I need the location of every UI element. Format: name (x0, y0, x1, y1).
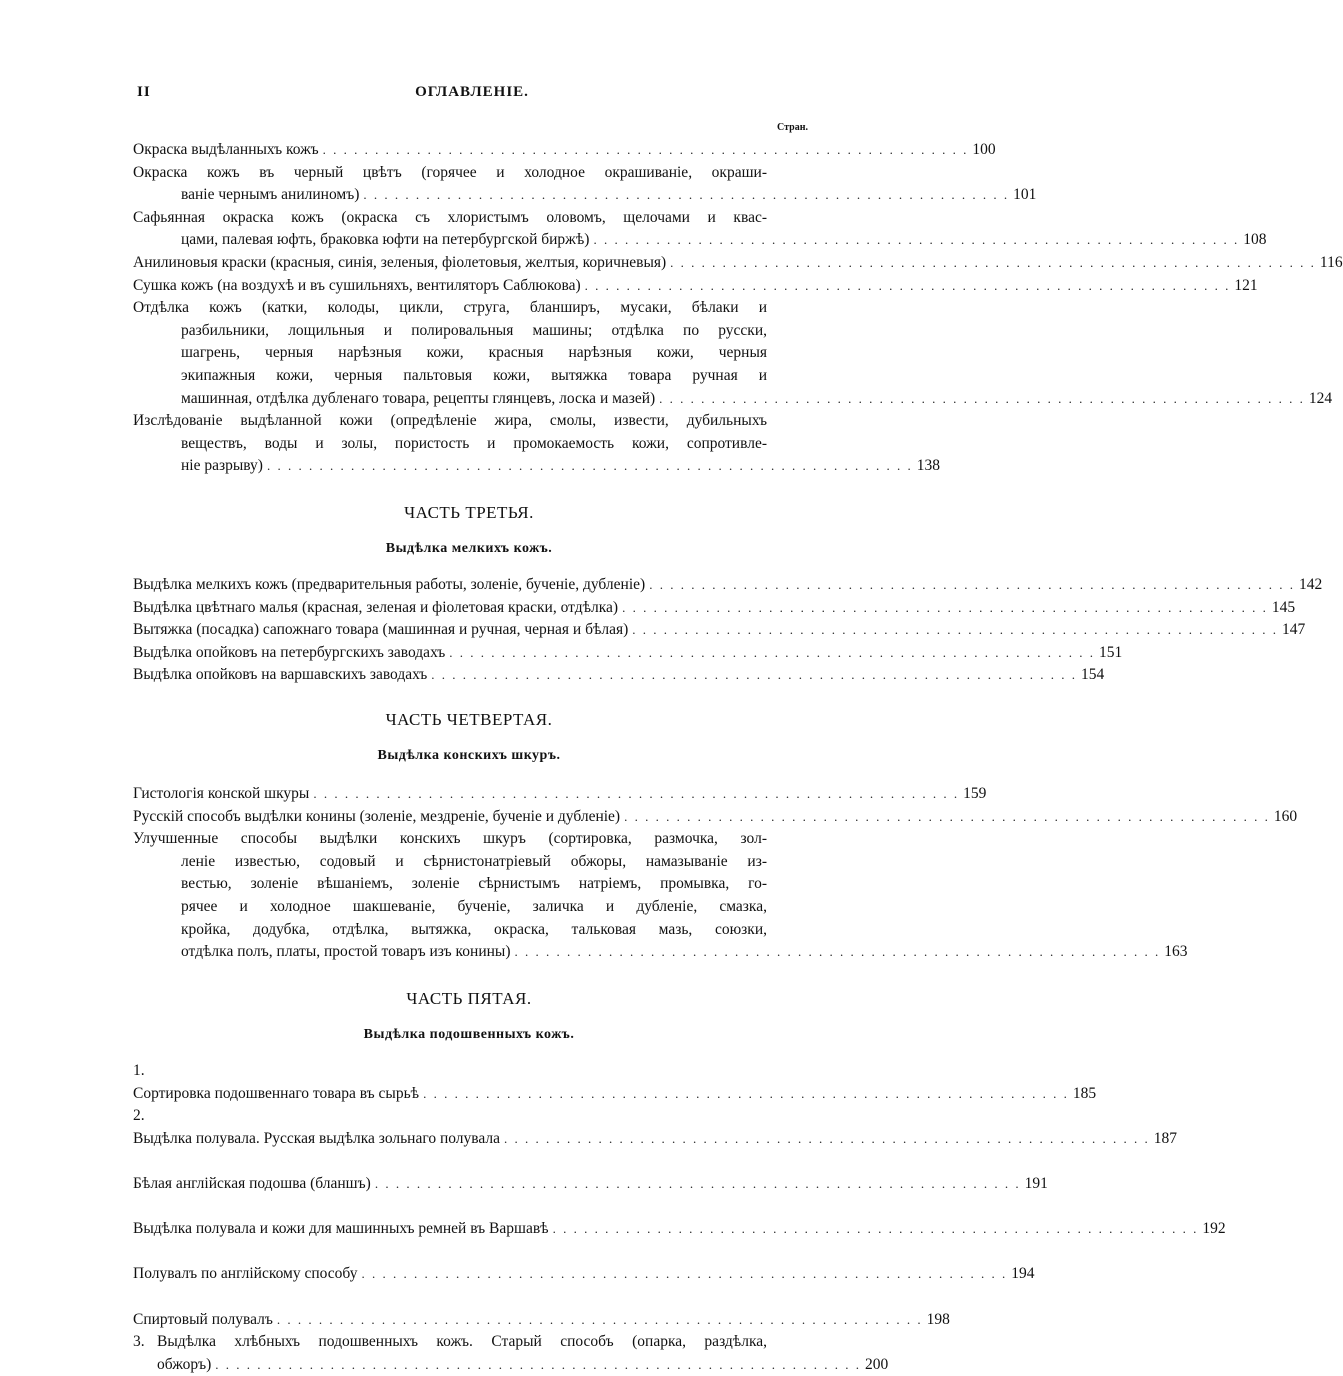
part-heading: ЧАСТЬ ПЯТАЯ. (406, 989, 532, 1008)
toc-entry-text: экипажныя кожи, черныя пальтовыя кожи, вытяжка товара ручная и (181, 366, 767, 384)
toc-entry-text: леніе известью, содовый и сѣрнистонатріевый обжоры, намазываніе из- (181, 852, 767, 870)
toc-entry-text: Бѣлая англійская подошва (бланшъ) (133, 1174, 371, 1192)
toc-entry-text: Выдѣлка опойковъ на петербургскихъ заводахъ (133, 643, 446, 661)
part-subheading: Выдѣлка конскихъ шкуръ. (377, 748, 561, 763)
running-head (137, 84, 807, 106)
toc-entry-text: цами, палевая юфть, браковка юфти на петербургской биржѣ) (181, 231, 590, 249)
toc-entry-number: 2. (133, 1107, 145, 1125)
toc-entry-text: Окраска кожъ въ черный цвѣтъ (горячее и холодное окрашиваніе, окраши- (133, 163, 767, 181)
toc-entry (133, 207, 1267, 252)
toc-entry (133, 1241, 1035, 1286)
toc-entry-text: Улучшенные способы выдѣлки конскихъ шкуръ (сортировка, размочка, зол- (133, 830, 767, 848)
leader-dots (670, 255, 1316, 270)
toc-entry-text: Выдѣлка полувала. Русская выдѣлка зольнаго полувала (133, 1129, 501, 1147)
leader-dots (423, 1086, 1069, 1101)
leader-dots (659, 391, 1305, 406)
toc-entry-number: 3. (133, 1333, 145, 1351)
toc-entry-text: Выдѣлка мелкихъ кожъ (предварительныя работы, золеніе, бученіе, дубленіе) (133, 576, 646, 593)
toc-entry (133, 1331, 889, 1376)
toc-entry-page: 187 (1153, 1129, 1178, 1147)
part-subheading: Выдѣлка мелкихъ кожъ. (385, 541, 553, 556)
toc-entry-text: Сушка кожъ (на воздухѣ и въ сушильняхъ, вентиляторъ Саблюкова) (133, 276, 581, 294)
toc-entry (133, 642, 1123, 665)
toc-entry-text: разбильники, лощильныя и полировальныя машины; отдѣлка по русски, (181, 321, 767, 339)
toc-entry-page: 145 (1271, 598, 1296, 616)
toc-entry-text: Анилиновыя краски (красныя, синія, зеленыя, фіолетовыя, желтыя, коричневыя) (133, 253, 667, 271)
leader-dots (624, 809, 1270, 824)
toc-entry-text: рячее и холодное шакшеваніе, бученіе, заличка и дубленіе, смазка, (181, 897, 767, 915)
toc-entry-text: обжоръ) (157, 1355, 212, 1373)
toc-entry-page: 163 (1164, 943, 1188, 961)
toc-entry-text: Спиртовый полувалъ (133, 1310, 273, 1328)
leader-dots (553, 1221, 1199, 1236)
page-column-label: Стран. (777, 122, 808, 133)
toc-entry-page: 116 (1319, 253, 1343, 271)
toc-part-5 (133, 1060, 1226, 1376)
toc-entry-page: 142 (1298, 576, 1323, 593)
part-heading: ЧАСТЬ ЧЕТВЕРТАЯ. (385, 710, 553, 729)
toc-entry (133, 783, 987, 806)
toc-entry-page: 100 (972, 141, 996, 158)
toc-entry-text: Изслѣдованіе выдѣланной кожи (опредѣленіе жира, смолы, извести, дубильныхъ (133, 412, 767, 430)
toc-entry-text: ваніе чернымъ анилиномъ) (181, 186, 360, 204)
toc-entry-text: Русскій способъ выдѣлки конины (золеніе, мездреніе, бученіе и дубленіе) (133, 807, 621, 825)
part-subheading: Выдѣлка подошвенныхъ кожъ. (363, 1027, 575, 1042)
toc-entry-text: Сафьянная окраска кожъ (окраска съ хлористымъ оловомъ, щелочами и квас- (133, 208, 767, 226)
leader-dots (323, 142, 969, 157)
leader-dots (585, 278, 1231, 293)
page-number: II (137, 84, 151, 100)
toc-entry-page: 101 (1013, 186, 1037, 204)
toc-entry-page: 200 (865, 1355, 889, 1373)
toc-entry-text: Отдѣлка кожъ (катки, колоды, цикли, струга, бланширъ, мусаки, бѣлаки и (133, 299, 767, 317)
leader-dots (622, 600, 1268, 615)
leader-dots (449, 645, 1095, 660)
toc-entry-text: Выдѣлка хлѣбныхъ подошвенныхъ кожъ. Старый способъ (опарка, раздѣлка, (157, 1333, 767, 1351)
toc-entry-page: 194 (1011, 1265, 1035, 1283)
toc-entry (133, 252, 1343, 275)
toc-entry (133, 828, 1188, 964)
toc-entry-text: шагрень, черныя нарѣзныя кожи, красныя нарѣзныя кожи, черныя (181, 344, 767, 362)
leader-dots (313, 786, 959, 801)
toc-entry-page: 124 (1308, 389, 1333, 407)
toc-entry-text: кройка, додубка, отдѣлка, вытяжка, окраска, тальковая мазь, союзки, (181, 920, 767, 938)
toc-entry-page: 185 (1072, 1084, 1097, 1102)
leader-dots (361, 1266, 1007, 1281)
toc-entry-page: 159 (963, 785, 987, 802)
toc-entry (133, 1105, 1178, 1150)
toc-entry (133, 664, 1105, 687)
toc-entry-text: вестью, золеніе вѣшаніемъ, золеніе сѣрнистымъ натріемъ, промывка, го- (181, 875, 767, 893)
toc-section-a (133, 139, 1343, 478)
leader-dots (363, 187, 1009, 202)
toc-entry (133, 297, 1333, 410)
toc-part-3 (133, 574, 1323, 687)
leader-dots (431, 667, 1077, 682)
leader-dots (515, 944, 1161, 959)
leader-dots (632, 622, 1278, 637)
toc-entry-page: 191 (1024, 1174, 1048, 1192)
toc-entry-text: веществъ, воды и золы, пористость и промокаемость кожи, сопротивле- (181, 434, 767, 452)
toc-entry-text: Выдѣлка цвѣтнаго малья (красная, зеленая и фіолетовая краски, отдѣлка) (133, 598, 619, 616)
toc-entry-text: Окраска выдѣланныхъ кожъ (133, 141, 319, 158)
toc-entry-text: Вытяжка (посадка) сапожнаго товара (машинная и ручная, черная и бѣлая) (133, 621, 629, 639)
leader-dots (267, 458, 913, 473)
leader-dots (649, 577, 1295, 592)
leader-dots (375, 1176, 1021, 1191)
toc-entry-page: 138 (916, 457, 940, 475)
toc-entry (133, 1150, 1048, 1195)
toc-entry (133, 275, 1258, 298)
leader-dots (593, 232, 1239, 247)
toc-entry-page: 192 (1202, 1220, 1226, 1238)
toc-entry-text: ніе разрыву) (181, 457, 263, 475)
toc-entry (133, 410, 940, 478)
toc-entry-text: Сортировка подошвеннаго товара въ сырьѣ (133, 1084, 420, 1102)
leader-dots (215, 1357, 861, 1372)
toc-entry-text: отдѣлка полъ, платы, простой товаръ изъ конины) (181, 943, 511, 961)
toc-entry-text: Полувалъ по англійскому способу (133, 1265, 358, 1283)
toc-entry-page: 151 (1099, 643, 1123, 661)
toc-entry-text: Выдѣлка опойковъ на варшавскихъ заводахъ (133, 666, 428, 684)
toc-entry-text: машинная, отдѣлка дубленаго товара, рецепты глянцевъ, лоска и мазей) (181, 389, 656, 407)
toc-entry (133, 1196, 1226, 1241)
toc-entry (133, 162, 1037, 207)
toc-entry (133, 1286, 950, 1331)
toc-entry (133, 139, 996, 162)
toc-entry-page: 154 (1081, 666, 1105, 684)
toc-entry (133, 806, 1298, 829)
page-title: ОГЛАВЛЕНІЕ. (415, 84, 529, 100)
toc-entry (133, 574, 1323, 597)
toc-part-4 (133, 783, 1298, 964)
leader-dots (277, 1312, 923, 1327)
toc-entry-page: 121 (1234, 276, 1258, 294)
toc-entry-text: Гистологія конской шкуры (133, 785, 310, 802)
toc-entry (133, 597, 1296, 620)
toc-entry-text: Выдѣлка полувала и кожи для машинныхъ ремней въ Варшавѣ (133, 1220, 549, 1238)
toc-entry-page: 160 (1273, 807, 1298, 825)
toc-entry-page: 198 (926, 1310, 950, 1328)
toc-entry-page: 147 (1282, 621, 1306, 639)
toc-entry (133, 619, 1306, 642)
toc-entry-page: 108 (1243, 231, 1267, 249)
toc-entry-number: 1. (133, 1062, 145, 1079)
leader-dots (504, 1131, 1150, 1146)
part-heading: ЧАСТЬ ТРЕТЬЯ. (404, 503, 534, 522)
toc-entry (133, 1060, 1097, 1105)
